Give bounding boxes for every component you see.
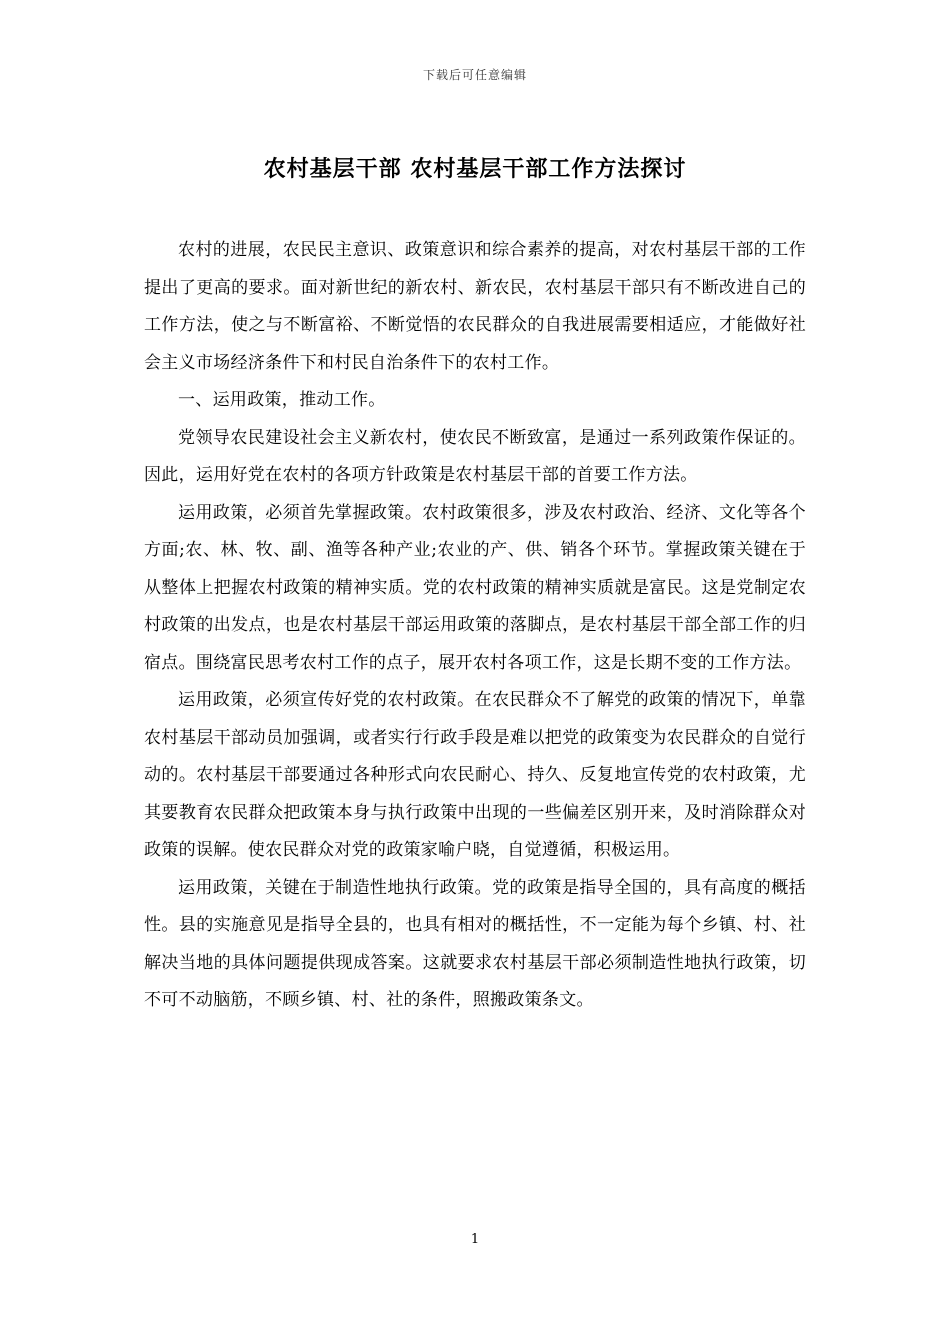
paragraph: 党领导农民建设社会主义新农村，使农民不断致富，是通过一系列政策作保证的。因此，运用好党在农村的各项方针政策是农村基层干部的首要工作方法。 xyxy=(144,427,806,485)
document-title: 农村基层干部 农村基层干部工作方法探讨 xyxy=(263,157,687,182)
section-heading-1: 一、运用政策，推动工作。 xyxy=(178,390,386,410)
header-note: 下载后可任意编辑 xyxy=(422,68,527,82)
page-number: 1 xyxy=(470,1232,480,1247)
paragraph: 运用政策，必须宣传好党的农村政策。在农民群众不了解党的政策的情况下，单靠农村基层干部动员加强调，或者实行行政手段是难以把党的政策变为农民群众的自觉行动的。农村基层干部要通过各种形式向农民耐心、持久、反复地宣传党的农村政策，尤其要教育农民群众把政策本身与执行政策中出现的一些偏差区别开来，及时消除群众对政策的误解。使农民群众对党的政策家喻户晓，自觉遵循，积极运用。 xyxy=(144,690,806,860)
paragraph: 运用政策，必须首先掌握政策。农村政策很多，涉及农村政治、经济、文化等各个方面;农、林、牧、副、渔等各种产业;农业的产、供、销各个环节。掌握政策关键在于从整体上把握农村政策的精神实质。党的农村政策的精神实质就是富民。这是党制定农村政策的出发点，也是农村基层干部运用政策的落脚点，是农村基层干部全部工作的归宿点。围绕富民思考农村工作的点子，展开农村各项工作，这是长期不变的工作方法。 xyxy=(144,502,806,673)
paragraph-intro: 农村的进展，农民民主意识、政策意识和综合素养的提高，对农村基层干部的工作提出了更高的要求。面对新世纪的新农村、新农民，农村基层干部只有不断改进自己的工作方法，使之与不断富裕、不断觉悟的农民群众的自我进展需要相适应，才能做好社会主义市场经济条件下和村民自治条件下的农村工作。 xyxy=(144,240,806,373)
document-body xyxy=(144,232,806,1020)
paragraph: 运用政策，关键在于制造性地执行政策。党的政策是指导全国的，具有高度的概括性。县的实施意见是指导全县的，也具有相对的概括性，不一定能为每个乡镇、村、社解决当地的具体问题提供现成答案。这就要求农村基层干部必须制造性地执行政策，切不可不动脑筋，不顾乡镇、村、社的条件，照搬政策条文。 xyxy=(144,877,806,1010)
